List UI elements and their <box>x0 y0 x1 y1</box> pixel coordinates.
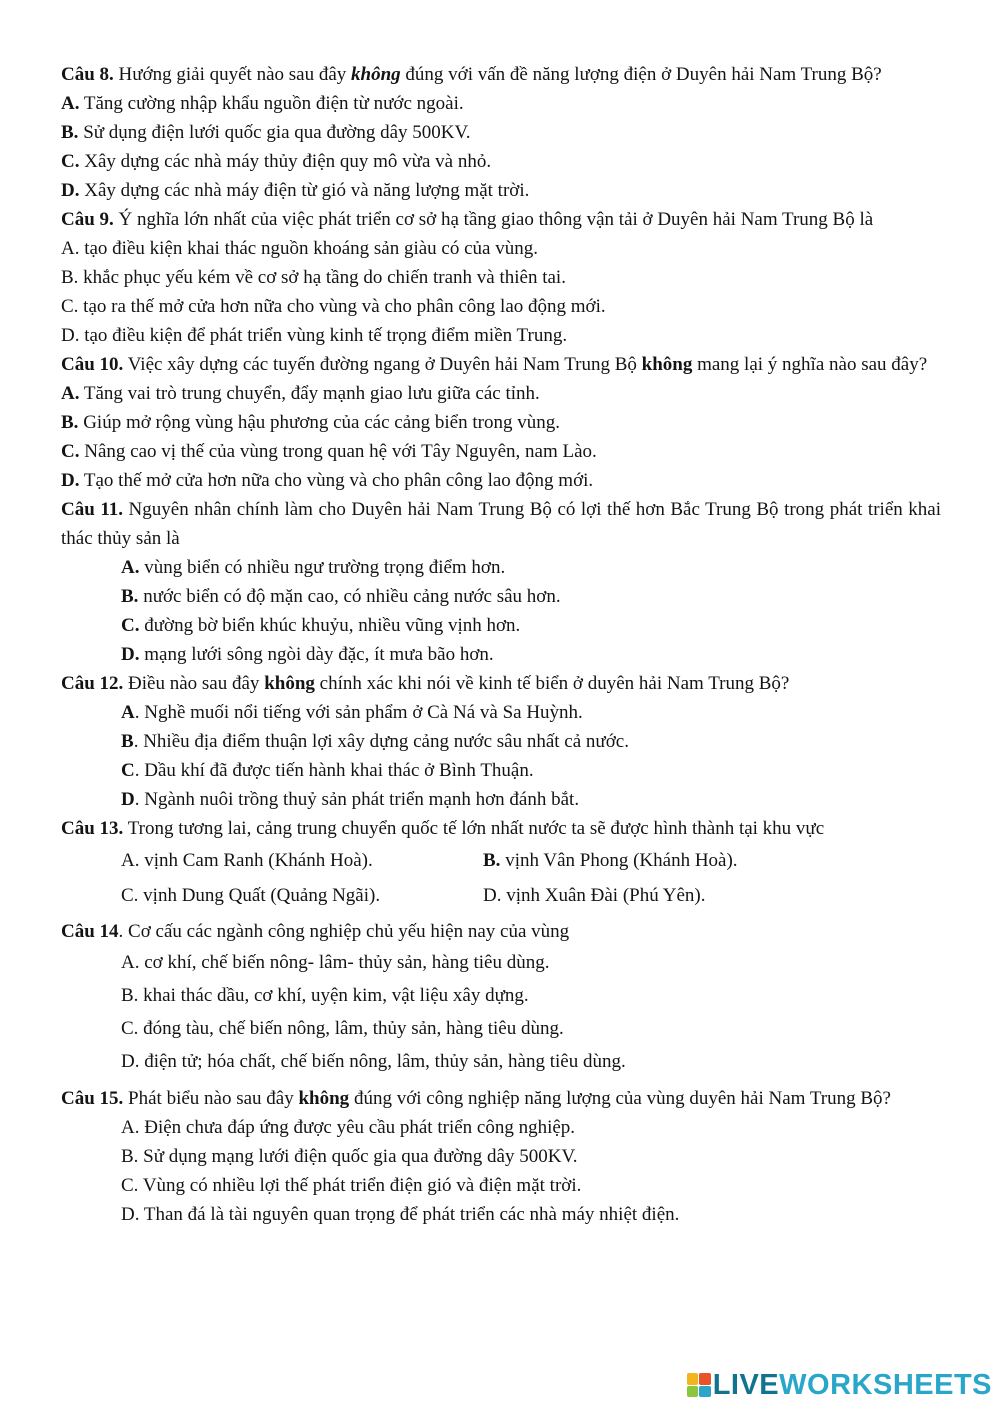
liveworksheets-watermark[interactable] <box>687 1365 992 1405</box>
question-label: Câu 8. <box>61 64 114 85</box>
option-12b: B. Nhiều địa điểm thuận lợi xây dựng cảng nước sâu nhất cả nước. <box>121 731 629 752</box>
question-14: Câu 14. Cơ cấu các ngành công nghiệp chủ yếu hiện nay của vùng <box>61 921 570 942</box>
option-14a: A. cơ khí, chế biến nông- lâm- thủy sản, hàng tiêu dùng. <box>121 952 550 973</box>
question-10: Câu 10. Việc xây dựng các tuyến đường ngang ở Duyên hải Nam Trung Bộ không mang lại ý nghĩa nào sau đây? <box>61 354 928 375</box>
question-label: Câu 12. <box>61 673 124 694</box>
options-list-14 <box>61 946 941 1078</box>
option-15d: D. Than đá là tài nguyên quan trọng để phát triển các nhà máy nhiệt điện. <box>121 1204 680 1225</box>
option-13c: C. vịnh Dung Quất (Quảng Ngãi). <box>121 885 381 906</box>
option-9d: D. tạo điều kiện để phát triển vùng kinh tế trọng điểm miền Trung. <box>61 325 568 346</box>
question-label: Câu 14 <box>61 921 119 942</box>
question-label: Câu 11. <box>61 499 124 520</box>
emphasis-word: không <box>641 354 693 375</box>
question-label: Câu 15. <box>61 1088 124 1109</box>
worksheet-page <box>61 60 941 1229</box>
option-8a: A. Tăng cường nhập khẩu nguồn điện từ nước ngoài. <box>61 93 464 114</box>
option-13b: B. vịnh Vân Phong (Khánh Hoà). <box>483 850 738 871</box>
emphasis-word: không <box>351 64 401 85</box>
question-15: Câu 15. Phát biểu nào sau đây không đúng với công nghiệp năng lượng của vùng duyên hải Nam Trung Bộ? <box>61 1088 891 1109</box>
liveworksheets-logo-icon <box>687 1373 711 1397</box>
question-12: Câu 12. Điều nào sau đây không chính xác khi nói về kinh tế biển ở duyên hải Nam Trung Bộ? <box>61 673 790 694</box>
option-11c: C. đường bờ biển khúc khuỷu, nhiều vũng vịnh hơn. <box>121 615 521 636</box>
option-15b: B. Sử dụng mạng lưới điện quốc gia qua đường dây 500KV. <box>121 1146 578 1167</box>
option-15a: A. Điện chưa đáp ứng được yêu cầu phát triển công nghiệp. <box>121 1117 576 1138</box>
question-label: Câu 9. <box>61 209 114 230</box>
question-label: Câu 13. <box>61 818 124 839</box>
question-label: Câu 10. <box>61 354 124 375</box>
question-8: Câu 8. Hướng giải quyết nào sau đây không đúng với vấn đề năng lượng điện ở Duyên hải Nam Trung Bộ? <box>61 64 882 85</box>
option-8b: B. Sử dụng điện lưới quốc gia qua đường dây 500KV. <box>61 122 471 143</box>
option-14c: C. đóng tàu, chế biến nông, lâm, thủy sản, hàng tiêu dùng. <box>121 1018 564 1039</box>
question-13: Câu 13. Trong tương lai, cảng trung chuyển quốc tế lớn nhất nước ta sẽ được hình thành tại khu vực <box>61 818 825 839</box>
option-11b: B. nước biển có độ mặn cao, có nhiều cảng nước sâu hơn. <box>121 586 561 607</box>
option-9a: A. tạo điều kiện khai thác nguồn khoáng sản giàu có của vùng. <box>61 238 538 259</box>
option-10c: C. Nâng cao vị thế của vùng trong quan hệ với Tây Nguyên, nam Lào. <box>61 441 597 462</box>
options-grid-13 <box>61 843 941 913</box>
option-10b: B. Giúp mở rộng vùng hậu phương của các cảng biển trong vùng. <box>61 412 560 433</box>
question-9: Câu 9. Ý nghĩa lớn nhất của việc phát triển cơ sở hạ tầng giao thông vận tải ở Duyên hải Nam Trung Bộ là <box>61 209 874 230</box>
emphasis-word: không <box>298 1088 350 1109</box>
option-8c: C. Xây dựng các nhà máy thủy điện quy mô vừa và nhỏ. <box>61 151 492 172</box>
option-12a: A. Nghề muối nổi tiếng với sản phẩm ở Cà Ná và Sa Huỳnh. <box>121 702 583 723</box>
option-9c: C. tạo ra thế mở cửa hơn nữa cho vùng và cho phân công lao động mới. <box>61 296 606 317</box>
option-13d: D. vịnh Xuân Đài (Phú Yên). <box>483 885 706 906</box>
liveworksheets-wordmark: LIVEWORKSHEETS <box>712 1368 992 1401</box>
option-8d: D. Xây dựng các nhà máy điện từ gió và năng lượng mặt trời. <box>61 180 530 201</box>
question-11: Câu 11. Nguyên nhân chính làm cho Duyên hải Nam Trung Bộ có lợi thế hơn Bắc Trung Bộ trong phát triển khai thác thủy sản là <box>61 499 941 549</box>
option-11d: D. mạng lưới sông ngòi dày đặc, ít mưa bão hơn. <box>121 644 494 665</box>
option-10d: D. Tạo thế mở cửa hơn nữa cho vùng và cho phân công lao động mới. <box>61 470 594 491</box>
option-9b: B. khắc phục yếu kém về cơ sở hạ tầng do chiến tranh và thiên tai. <box>61 267 566 288</box>
option-15c: C. Vùng có nhiều lợi thế phát triển điện gió và điện mặt trời. <box>121 1175 582 1196</box>
option-11a: A. vùng biển có nhiều ngư trường trọng điểm hơn. <box>121 557 506 578</box>
option-14b: B. khai thác dầu, cơ khí, uyện kim, vật liệu xây dựng. <box>121 985 529 1006</box>
emphasis-word: không <box>264 673 315 694</box>
option-12c: C. Dầu khí đã được tiến hành khai thác ở Bình Thuận. <box>121 760 534 781</box>
option-14d: D. điện tử; hóa chất, chế biến nông, lâm, thủy sản, hàng tiêu dùng. <box>121 1051 626 1072</box>
option-13a: A. vịnh Cam Ranh (Khánh Hoà). <box>121 850 373 871</box>
option-12d: D. Ngành nuôi trồng thuỷ sản phát triển mạnh hơn đánh bắt. <box>121 789 580 810</box>
option-10a: A. Tăng vai trò trung chuyển, đẩy mạnh giao lưu giữa các tỉnh. <box>61 383 540 404</box>
